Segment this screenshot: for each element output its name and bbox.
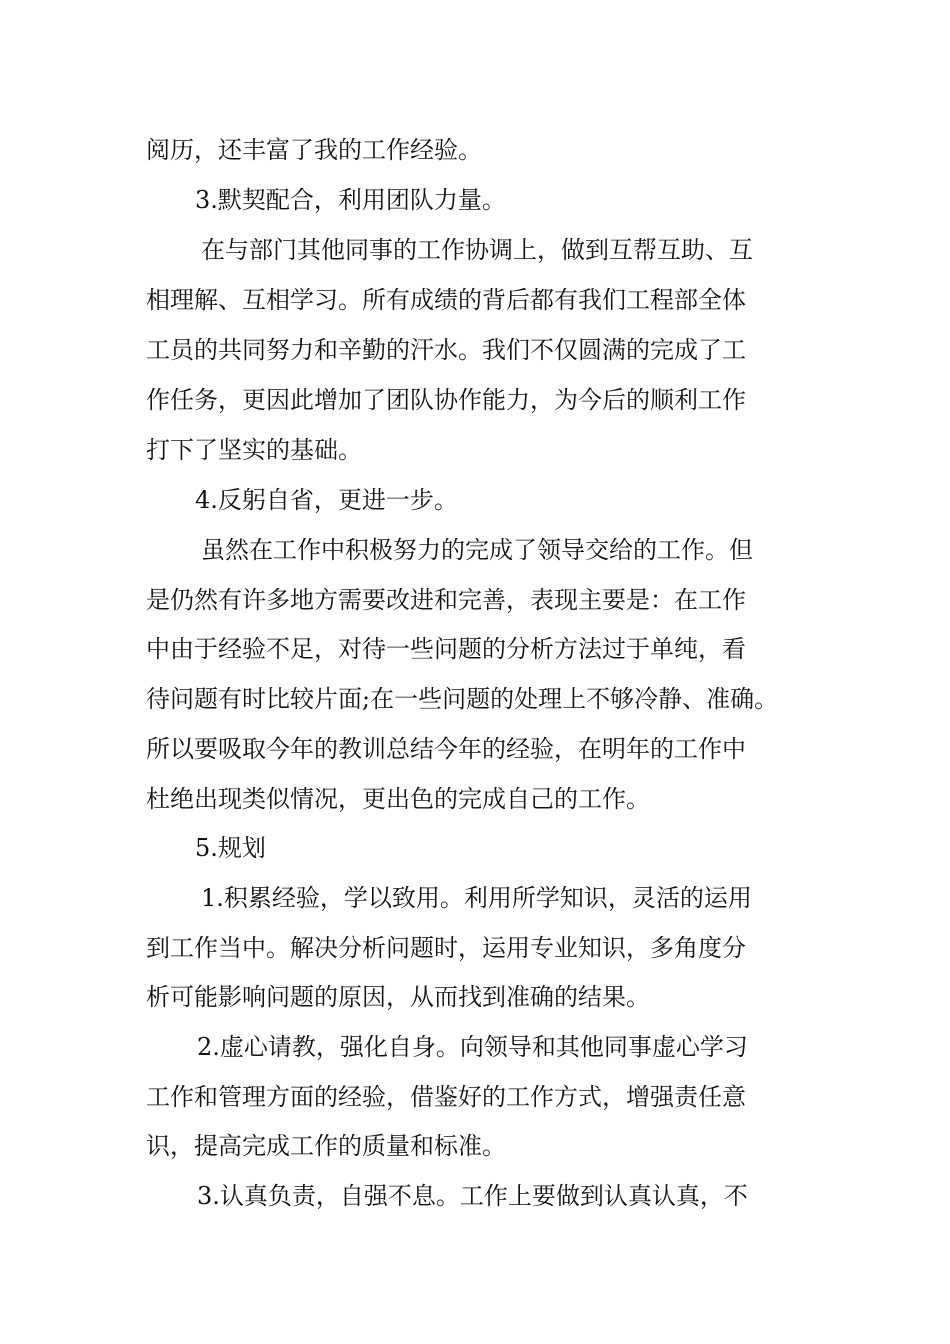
text-line-5: 工员的共同努力和辛勤的汗水。我们不仅圆满的完成了工 xyxy=(146,336,746,364)
plan-item-2: 2.虚心请教，强化自身。向领导和其他同事虚心学习 xyxy=(197,1033,748,1061)
text-line-4: 相理解、互相学习。所有成绩的背后都有我们工程部全体 xyxy=(146,286,746,314)
text-line-12: 待问题有时比较片面;在一些问题的处理上不够冷静、准确。 xyxy=(146,685,779,713)
section-heading-4: 4.反躬自省，更进一步。 xyxy=(195,486,458,514)
text-line-9: 虽然在工作中积极努力的完成了领导交给的工作。但 xyxy=(201,536,753,564)
text-line-11: 中由于经验不足，对待一些问题的分析方法过于单纯，看 xyxy=(146,635,746,663)
section-heading-3: 3.默契配合，利用团队力量。 xyxy=(195,186,506,214)
text-line-17: 到工作当中。解决分析问题时，运用专业知识，多角度分 xyxy=(146,934,746,962)
text-line-7: 打下了坚实的基础。 xyxy=(146,436,362,464)
text-line-13: 所以要吸取今年的教训总结今年的经验，在明年的工作中 xyxy=(146,735,746,763)
text-line-20: 工作和管理方面的经验，借鉴好的工作方式，增强责任意 xyxy=(146,1083,746,1111)
text-line-6: 作任务，更因此增加了团队协作能力，为今后的顺利工作 xyxy=(146,386,746,414)
text-line-10: 是仍然有许多地方需要改进和完善，表现主要是：在工作 xyxy=(146,586,746,614)
plan-item-3: 3.认真负责，自强不息。工作上要做到认真认真，不 xyxy=(197,1182,748,1210)
section-heading-5: 5.规划 xyxy=(195,834,266,862)
text-line-18: 析可能影响问题的原因，从而找到准确的结果。 xyxy=(146,983,650,1011)
plan-item-1: 1.积累经验，学以致用。利用所学知识，灵活的运用 xyxy=(201,884,752,912)
text-line-21: 识，提高完成工作的质量和标准。 xyxy=(146,1132,506,1160)
text-line-14: 杜绝出现类似情况，更出色的完成自己的工作。 xyxy=(146,785,650,813)
text-line-1: 阅历，还丰富了我的工作经验。 xyxy=(146,136,482,164)
text-line-3: 在与部门其他同事的工作协调上，做到互帮互助、互 xyxy=(201,236,753,264)
